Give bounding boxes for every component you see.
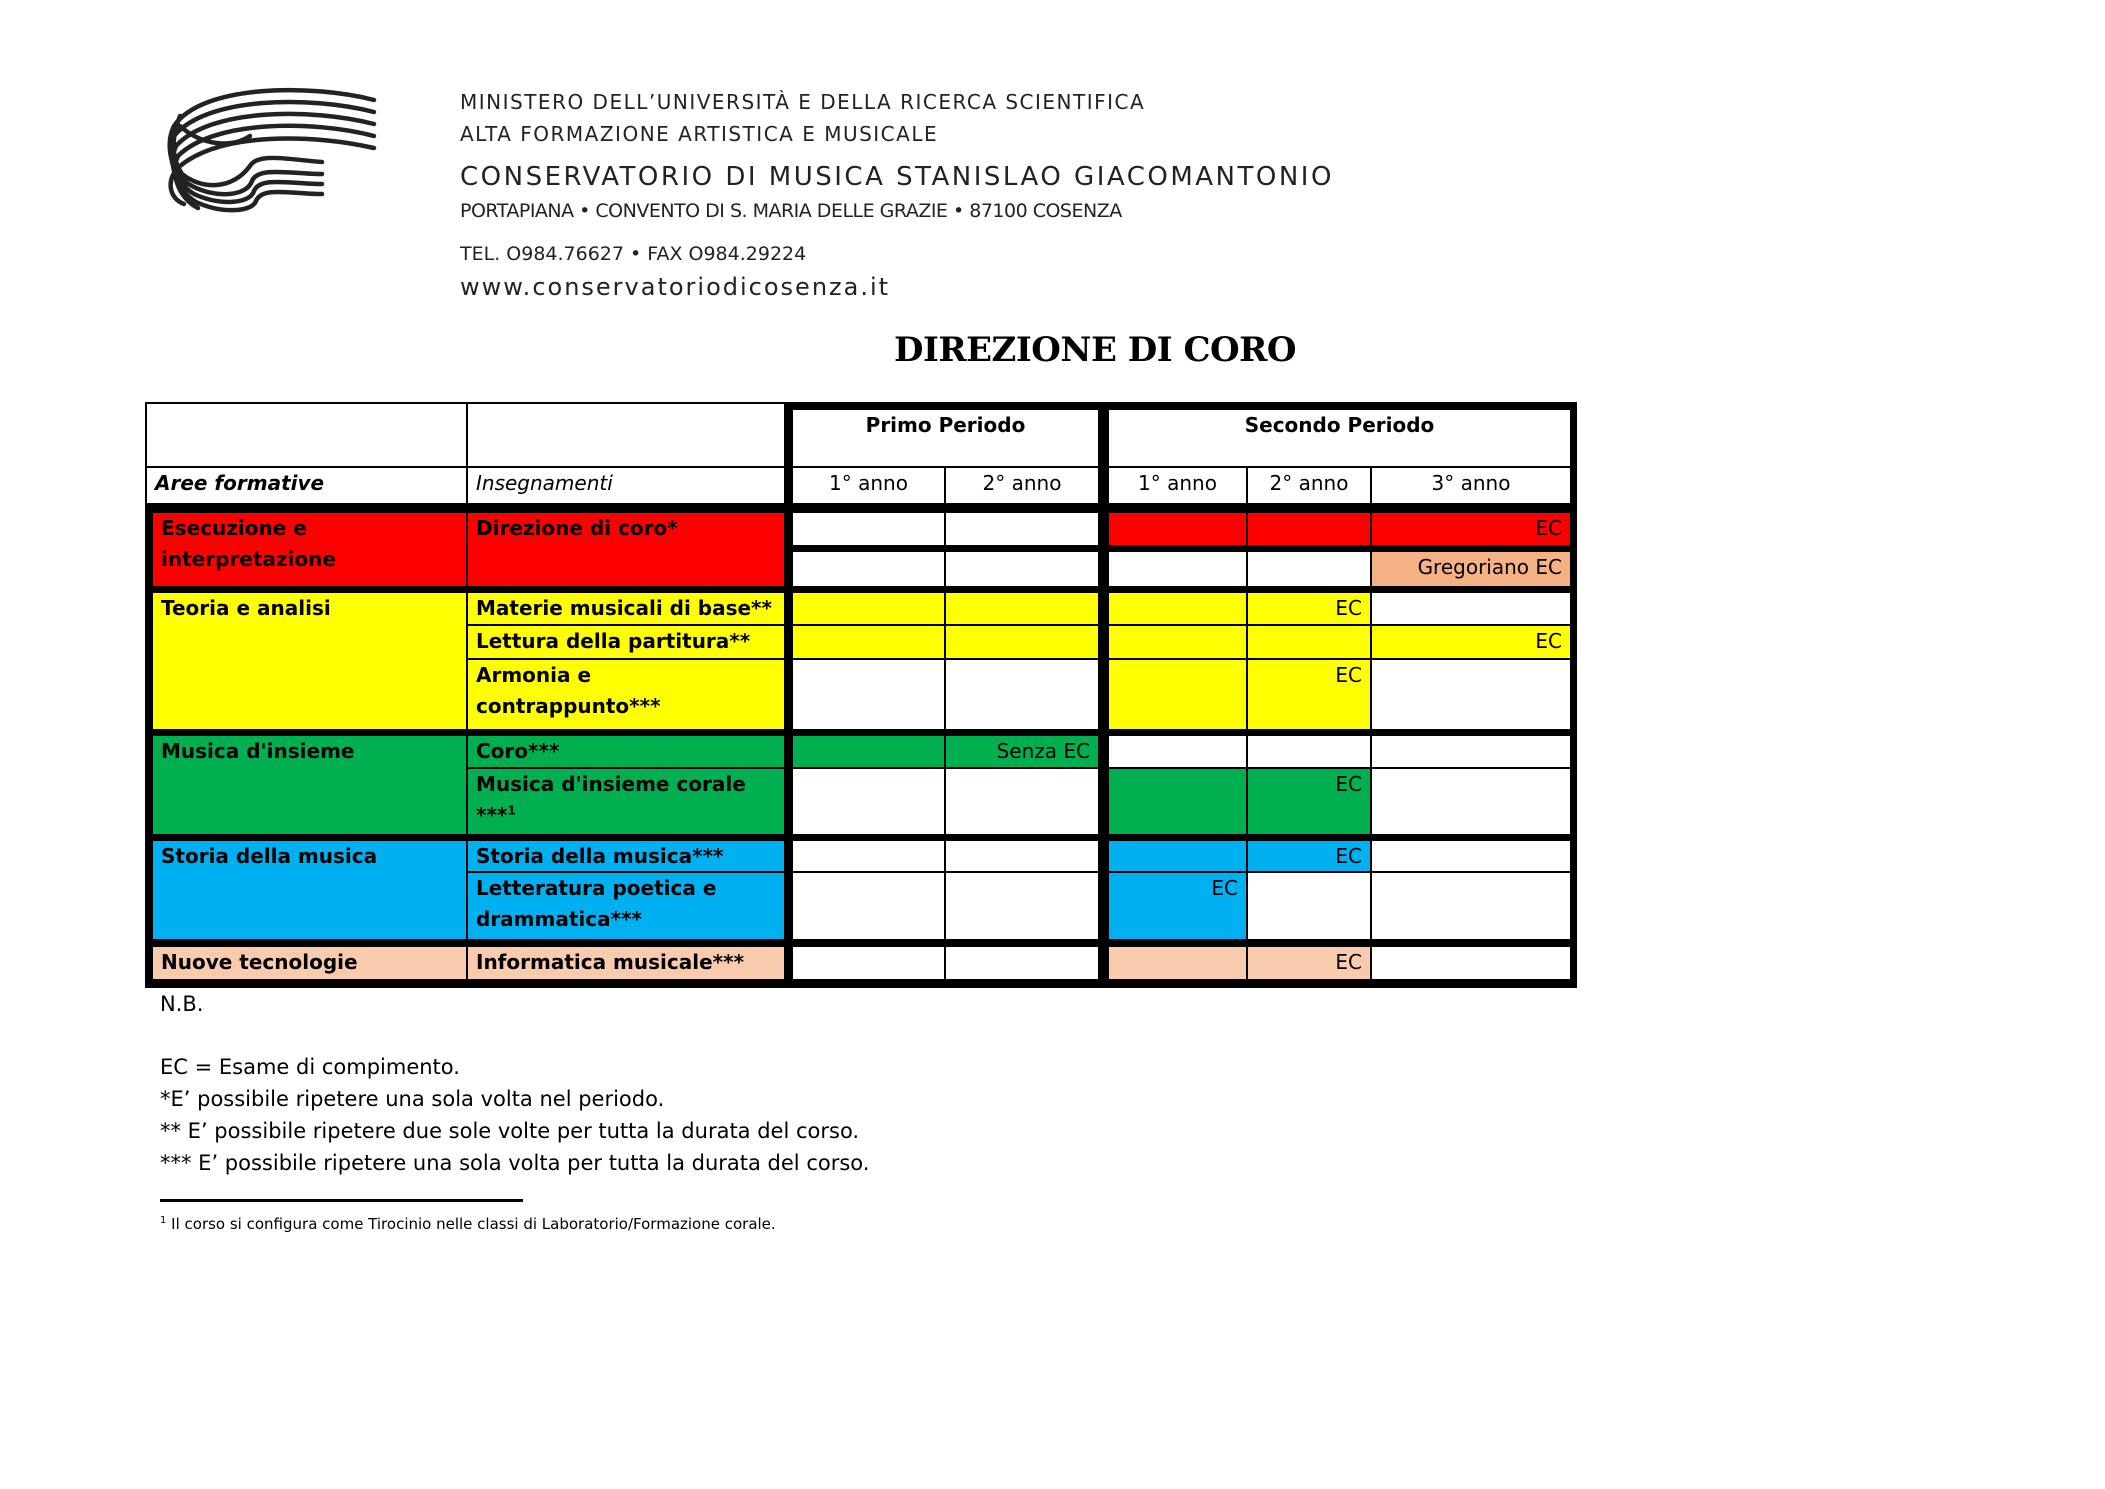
schedule-cell (1109, 841, 1246, 871)
subject-armonia: Armonia e contrappunto*** (468, 660, 784, 729)
header-blank-area (147, 404, 466, 466)
area-nuove-tecnologie: Nuove tecnologie (153, 947, 466, 979)
subject-materie-musicali: Materie musicali di base** (468, 593, 784, 624)
schedule-cell (1248, 626, 1370, 658)
schedule-cell (946, 841, 1098, 871)
schedule-cell (1109, 660, 1246, 729)
note-line: *** E’ possibile ripetere una sola volta per tutta la durata del corso. (160, 1151, 870, 1175)
schedule-cell (1109, 593, 1246, 624)
year-header: 2° anno (1248, 468, 1370, 503)
subject-storia-musica: Storia della musica*** (468, 841, 784, 871)
schedule-cell (1109, 626, 1246, 658)
area-teoria: Teoria e analisi (153, 593, 466, 729)
schedule-cell (793, 626, 944, 658)
area-musica-insieme: Musica d'insieme (153, 736, 466, 834)
period-header-primo: Primo Periodo (793, 410, 1098, 466)
footnote-text: Il corso si configura come Tirocinio nelle classi di Laboratorio/Formazione corale. (171, 1215, 776, 1233)
website-link[interactable]: www.conservatoriodicosenza.it (460, 273, 891, 301)
schedule-cell (946, 626, 1098, 658)
schedule-cell-ec: EC (1372, 626, 1570, 658)
subject-letteratura-poetica: Letteratura poetica e drammatica*** (468, 873, 784, 939)
schedule-cell-ec: EC (1372, 513, 1570, 545)
area-storia: Storia della musica (153, 841, 466, 939)
schedule-cell-senza-ec: Senza EC (946, 736, 1098, 767)
footnote-separator (160, 1199, 523, 1202)
institution-name: CONSERVATORIO DI MUSICA STANISLAO GIACOMANTONIO (460, 162, 1334, 192)
subject-coro: Coro*** (468, 736, 784, 767)
year-header: 1° anno (793, 468, 944, 503)
schedule-cell (793, 736, 944, 767)
note-line: EC = Esame di compimento. (160, 1055, 460, 1079)
schedule-cell (946, 593, 1098, 624)
schedule-cell (1109, 947, 1246, 979)
schedule-cell (946, 660, 1098, 729)
schedule-cell-ec: EC (1109, 873, 1246, 939)
schedule-cell (1248, 873, 1370, 939)
schedule-cell (1109, 552, 1246, 586)
header-blank-subject (468, 404, 784, 466)
schedule-cell-ec: EC (1248, 769, 1370, 834)
schedule-cell (793, 769, 944, 834)
footnote-marker: 1 (507, 803, 516, 818)
subject-lettura-partitura: Lettura della partitura** (468, 626, 784, 658)
schedule-cell (1248, 552, 1370, 586)
period-header-secondo: Secondo Periodo (1109, 410, 1570, 466)
footnote (160, 1215, 776, 1233)
schedule-cell (946, 552, 1098, 586)
schedule-cell (793, 513, 944, 545)
schedule-cell-ec: EC (1248, 660, 1370, 729)
schedule-cell (793, 947, 944, 979)
schedule-cell (946, 947, 1098, 979)
schedule-cell (1372, 593, 1570, 624)
schedule-cell (1109, 736, 1246, 767)
subject-direzione-di-coro: Direzione di coro* (468, 513, 784, 586)
schedule-cell (793, 873, 944, 939)
schedule-cell (1372, 736, 1570, 767)
contacts-line: TEL. O984.76627 • FAX O984.29224 (460, 243, 807, 265)
curriculum-table (145, 402, 1577, 988)
schedule-cell-ec: EC (1248, 947, 1370, 979)
schedule-cell (793, 552, 944, 586)
note-line: *E’ possibile ripetere una sola volta nel periodo. (160, 1087, 665, 1111)
afam-line: ALTA FORMAZIONE ARTISTICA E MUSICALE (460, 122, 939, 146)
conservatory-logo-icon (162, 86, 382, 216)
subject-musica-insieme-corale: Musica d'insieme corale ***$^1$ (468, 769, 784, 834)
year-header: 1° anno (1109, 468, 1246, 503)
schedule-cell (1372, 841, 1570, 871)
schedule-cell (946, 513, 1098, 545)
ministry-line: MINISTERO DELL’UNIVERSITÀ E DELLA RICERCA SCIENTIFICA (460, 90, 1146, 114)
note-line: ** E’ possibile ripetere due sole volte per tutta la durata del corso. (160, 1119, 860, 1143)
area-esecuzione: Esecuzione e interpretazione (153, 513, 466, 586)
column-header-area: Aree formative (147, 468, 466, 503)
schedule-cell (793, 593, 944, 624)
schedule-cell (793, 841, 944, 871)
schedule-cell (1109, 769, 1246, 834)
schedule-cell (1372, 769, 1570, 834)
schedule-cell-ec: EC (1248, 841, 1370, 871)
schedule-cell (946, 873, 1098, 939)
page-title: DIREZIONE DI CORO (893, 330, 1296, 370)
year-header: 3° anno (1372, 468, 1570, 503)
year-header: 2° anno (946, 468, 1098, 503)
schedule-cell-ec: EC (1248, 593, 1370, 624)
schedule-cell (793, 660, 944, 729)
schedule-cell (1109, 513, 1246, 545)
schedule-cell (1372, 873, 1570, 939)
column-header-subject: Insegnamenti (468, 468, 784, 503)
schedule-cell (1248, 736, 1370, 767)
notes-heading: N.B. (160, 992, 204, 1016)
schedule-cell (1372, 947, 1570, 979)
address-line: PORTAPIANA • CONVENTO DI S. MARIA DELLE GRAZIE • 87100 COSENZA (460, 200, 1122, 222)
subject-informatica-musicale: Informatica musicale*** (468, 947, 784, 979)
schedule-cell (1372, 660, 1570, 729)
footnote-marker: 1 (160, 1215, 167, 1226)
schedule-cell (1248, 513, 1370, 545)
schedule-cell-gregoriano: Gregoriano EC (1372, 552, 1570, 586)
schedule-cell (946, 769, 1098, 834)
